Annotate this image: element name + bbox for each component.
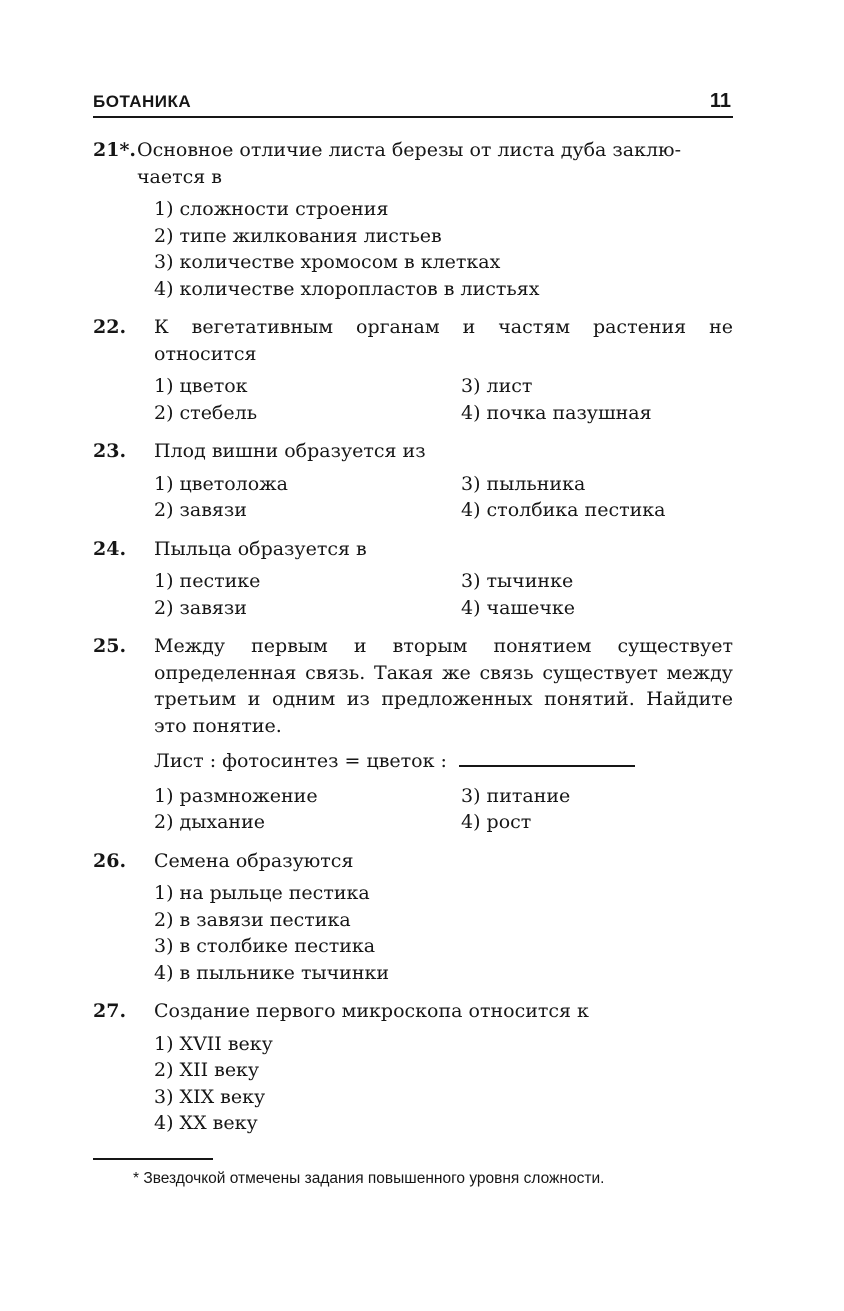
answer-option: 1) пестике: [154, 570, 261, 592]
question-text: Пыльца образуется в: [154, 537, 367, 560]
question-number: 22.: [93, 316, 127, 338]
answer-options: [154, 471, 733, 524]
question-25: [93, 633, 733, 836]
answer-option: 2) типе жилкования листьев: [154, 224, 442, 247]
answer-option: 4) рост: [461, 811, 532, 833]
question-number: 27.: [93, 1000, 127, 1022]
question-23: [93, 438, 733, 524]
answer-option: 1) сложности строения: [154, 198, 389, 220]
question-text: Плод вишни образуется из: [154, 440, 426, 462]
question-26: [93, 848, 733, 987]
answer-option: 3) XIX веку: [154, 1085, 266, 1108]
answer-blank: [459, 747, 635, 767]
answer-option: 1) XVII веку: [154, 1032, 273, 1055]
question-22: [93, 314, 733, 426]
page-number: 11: [709, 90, 731, 112]
answer-option: 2) дыхание: [154, 811, 265, 833]
question-number: 26.: [93, 849, 127, 872]
answer-option: 2) стебель: [154, 401, 258, 424]
answer-option: 1) цветок: [154, 375, 248, 397]
footnote: * Звездочкой отмечены задания повышенного уровня сложности.: [133, 1170, 605, 1187]
answer-option: 2) завязи: [154, 499, 247, 521]
question-number: 25.: [93, 635, 127, 657]
questions-list: [93, 137, 733, 1137]
answer-options: [154, 1031, 733, 1137]
question-24: [93, 536, 733, 622]
answer-option: 1) цветоложа: [154, 472, 288, 495]
answer-option: 4) XX веку: [154, 1112, 258, 1134]
answer-options: [154, 196, 733, 302]
analogy-text: Лист : фотосинтез = цветок :: [154, 750, 447, 772]
page-header: [93, 88, 733, 118]
answer-option: 1) размножение: [154, 784, 318, 807]
answer-option: 3) питание: [461, 784, 571, 807]
question-27: [93, 998, 733, 1137]
question-text: Создание первого микроскопа относится к: [154, 1000, 589, 1022]
answer-option: 1) на рыльце пестика: [154, 882, 370, 904]
answer-options: [154, 568, 733, 621]
answer-option: 4) столбика пестика: [461, 499, 666, 521]
question-text: Основное отличие листа березы от листа дуба заклю-: [137, 139, 681, 161]
question-text: Между первым и вторым понятием существует определенная связь. Такая же связь существует между третьим и одним из предложенных понятий. Найдите это понятие.: [154, 635, 733, 737]
answer-option: 3) количестве хромосом в клетках: [154, 251, 501, 273]
answer-options: [154, 783, 733, 836]
answer-option: 3) пыльника: [461, 472, 586, 495]
section-title: БОТАНИКА: [93, 92, 192, 111]
question-text: Семена образуются: [154, 849, 354, 872]
answer-option: 4) чашечке: [461, 596, 576, 619]
question-number: 23.: [93, 440, 127, 462]
question-text-continuation: чается в: [137, 165, 223, 188]
answer-option: 4) почка пазушная: [461, 401, 652, 424]
analogy-line: [154, 747, 733, 775]
answer-option: 2) в завязи пестика: [154, 908, 351, 931]
question-21: [93, 137, 733, 302]
answer-option: 2) завязи: [154, 596, 247, 619]
answer-option: 3) тычинке: [461, 570, 574, 592]
answer-option: 4) количестве хлоропластов в листьях: [154, 277, 540, 300]
answer-option: 3) в столбике пестика: [154, 935, 376, 957]
answer-option: 3) лист: [461, 375, 533, 397]
answer-option: 2) XII веку: [154, 1059, 260, 1081]
question-text: К вегетативным органам и частям растения не относится: [154, 316, 733, 365]
footnote-divider: [93, 1158, 213, 1160]
answer-options: [154, 373, 733, 426]
question-number: 21*.: [93, 139, 136, 161]
answer-options: [154, 880, 733, 986]
answer-option: 4) в пыльнике тычинки: [154, 961, 390, 984]
question-number: 24.: [93, 537, 127, 560]
